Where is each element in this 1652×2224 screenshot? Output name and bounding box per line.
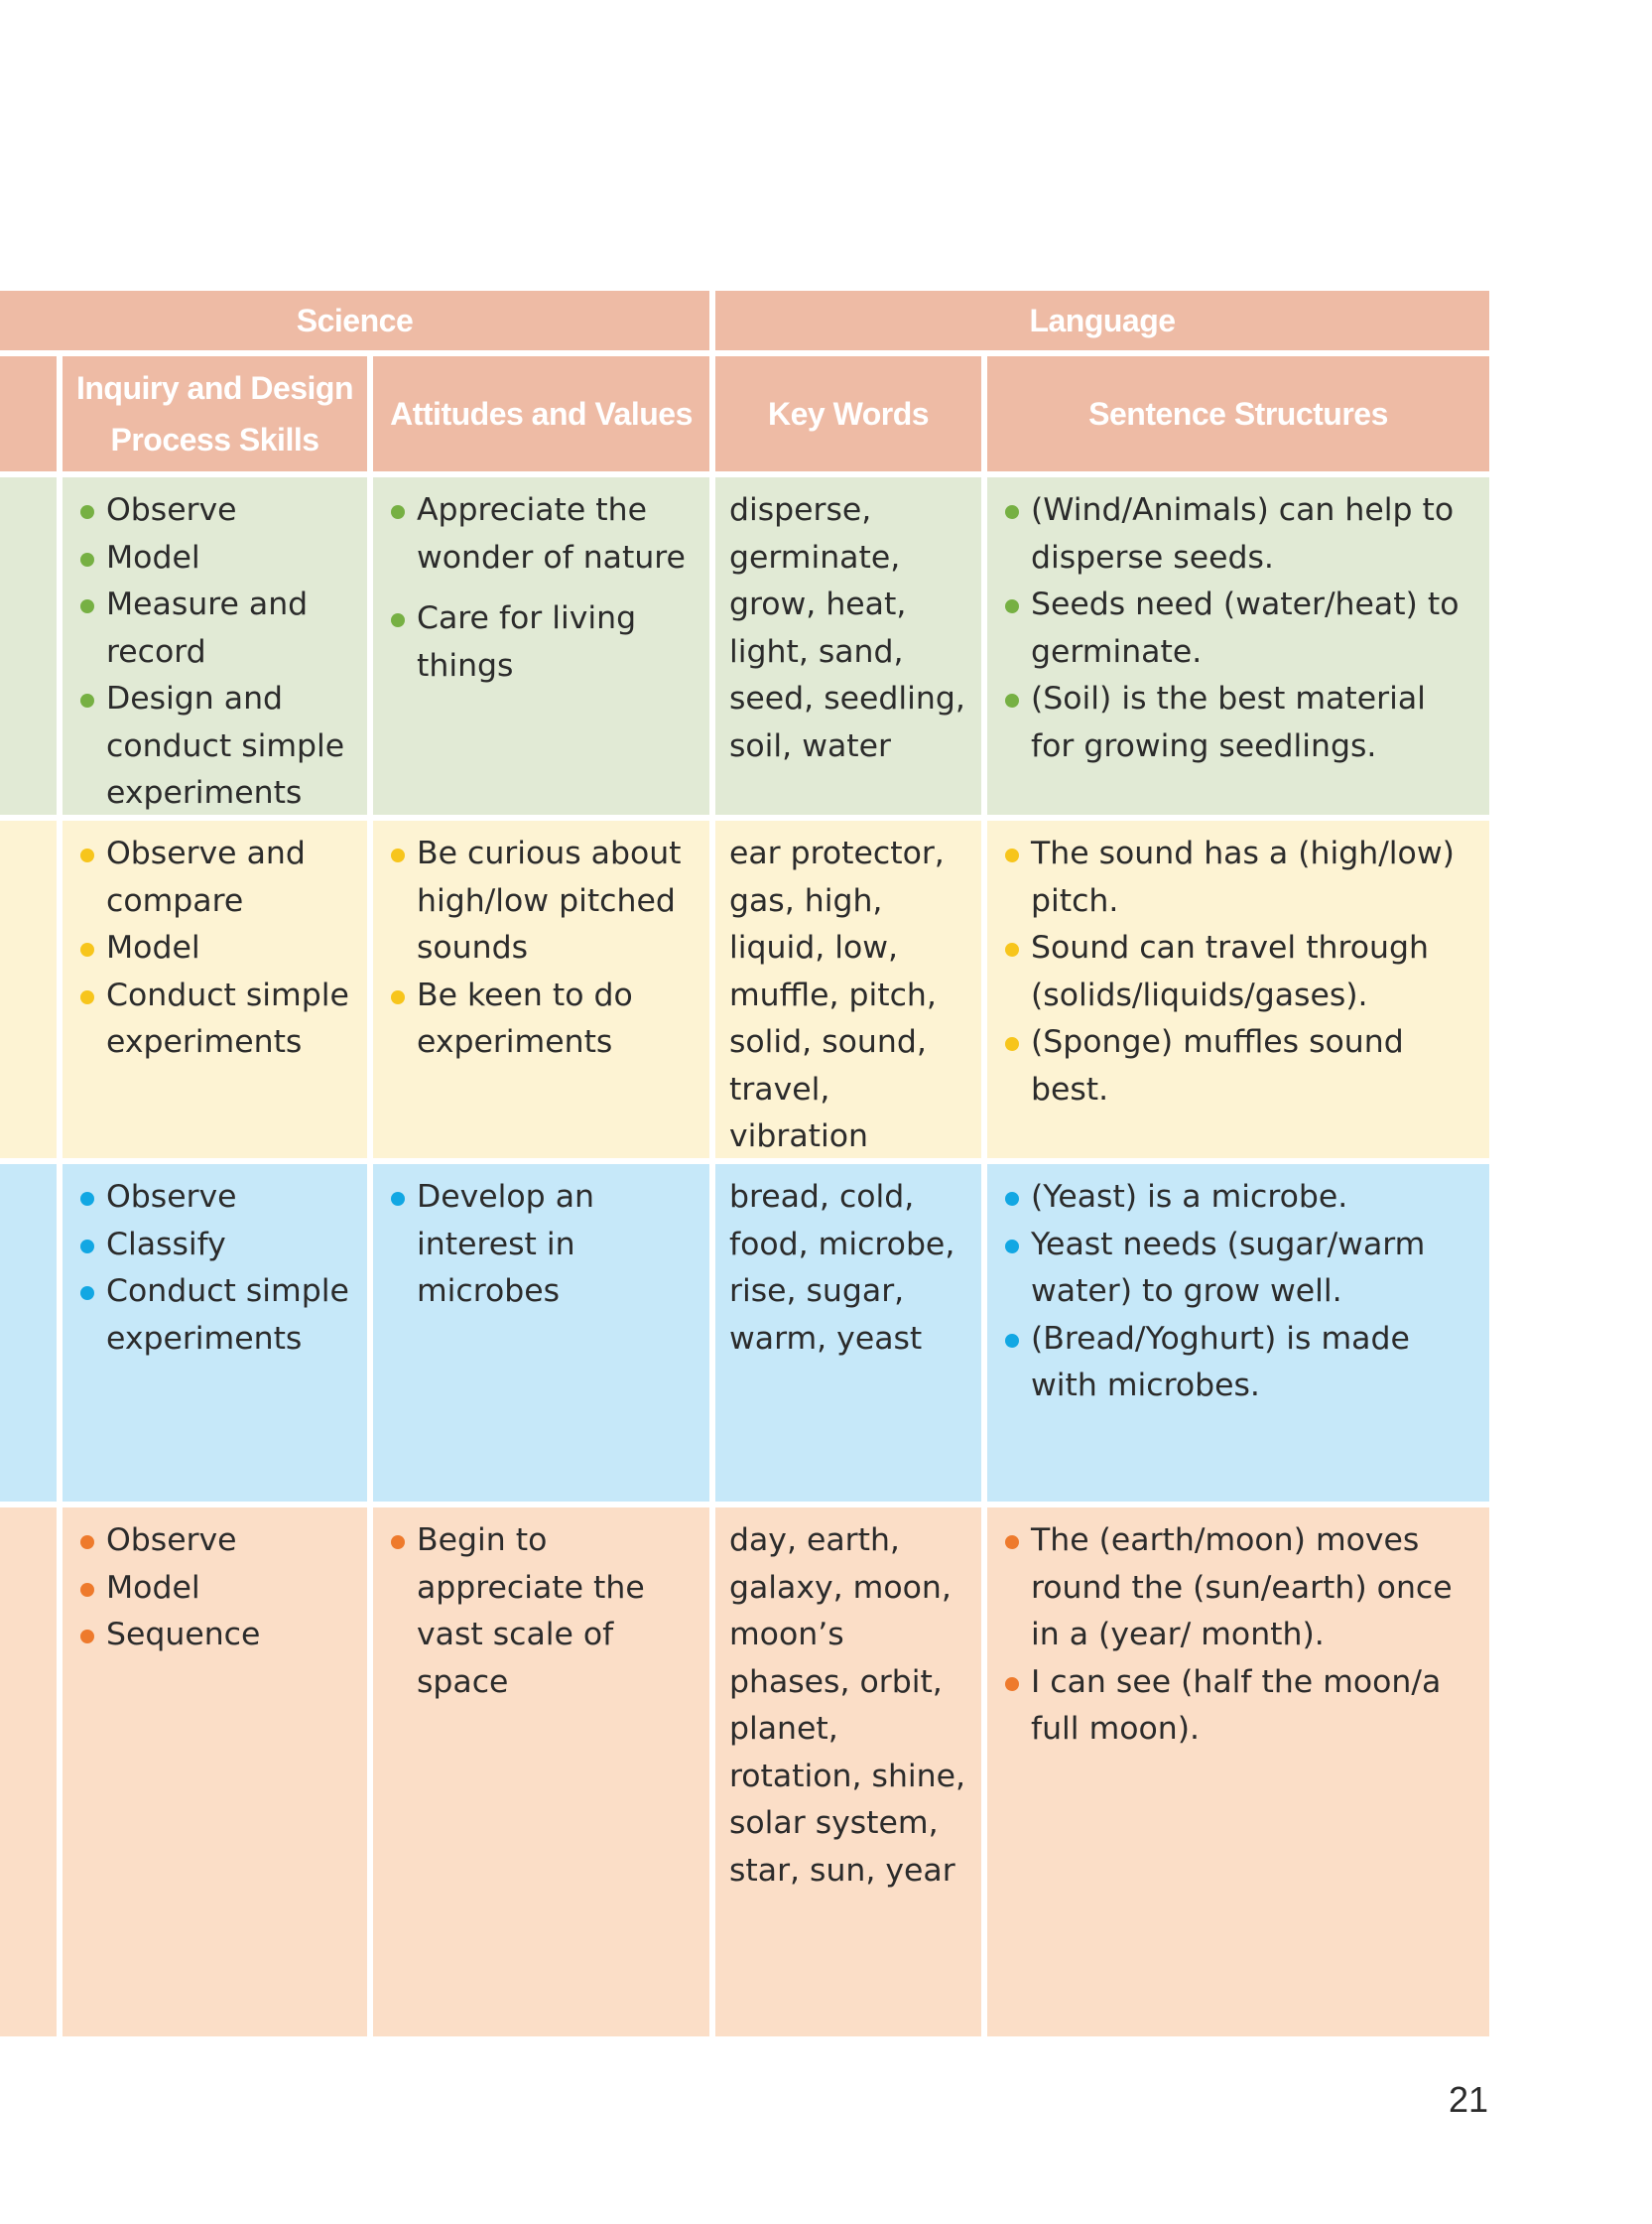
bullet-icon bbox=[80, 599, 94, 613]
list-item: I can see (half the moon/a full moon). bbox=[1001, 1659, 1477, 1754]
list-item: Begin to appreciate the vast scale of space bbox=[387, 1517, 698, 1706]
bullet-icon bbox=[1005, 849, 1019, 862]
bullet-icon bbox=[80, 943, 94, 957]
list-item: Measure and record bbox=[76, 582, 355, 676]
list-item: Develop an interest in microbes bbox=[387, 1174, 698, 1316]
list-item: The (earth/moon) moves round the (sun/earth) once in a (year/ month). bbox=[1001, 1517, 1477, 1659]
keywords-text: ear protector, gas, high, liquid, low, muffle, pitch, solid, sound, travel, vibration bbox=[729, 836, 945, 1154]
bullet-icon bbox=[80, 1192, 94, 1206]
row-stub bbox=[0, 477, 57, 815]
inquiry-cell bbox=[63, 821, 367, 1158]
list-item: Classify bbox=[76, 1222, 355, 1269]
bullet-icon bbox=[80, 694, 94, 708]
keywords-column-header: Key Words bbox=[715, 356, 981, 471]
keywords-text: disperse, germinate, grow, heat, light, sand, seed, seedling, soil, water bbox=[729, 492, 965, 764]
list-item: Yeast needs (sugar/warm water) to grow well. bbox=[1001, 1222, 1477, 1316]
list-item: Observe bbox=[76, 1174, 355, 1222]
bullet-icon bbox=[391, 1535, 405, 1549]
sentences-cell bbox=[987, 821, 1489, 1158]
bullet-icon bbox=[80, 505, 94, 519]
row-stub-header bbox=[0, 356, 57, 471]
language-group-header: Language bbox=[715, 291, 1489, 350]
bullet-icon bbox=[1005, 943, 1019, 957]
bullet-icon bbox=[1005, 1192, 1019, 1206]
list-item: Observe bbox=[76, 1517, 355, 1565]
list-item: Be curious about high/low pitched sounds bbox=[387, 831, 698, 973]
bullet-icon bbox=[1005, 1240, 1019, 1253]
bullet-icon bbox=[391, 505, 405, 519]
inquiry-cell bbox=[63, 477, 367, 815]
list-item: Observe and compare bbox=[76, 831, 355, 925]
keywords-cell bbox=[715, 1507, 981, 2036]
bullet-icon bbox=[80, 1240, 94, 1253]
attitudes-cell bbox=[373, 1164, 709, 1502]
attitudes-cell bbox=[373, 1507, 709, 2036]
list-item: Model bbox=[76, 925, 355, 973]
bullet-icon bbox=[391, 990, 405, 1004]
list-item: (Wind/Animals) can help to disperse seeds. bbox=[1001, 487, 1477, 582]
bullet-icon bbox=[1005, 1677, 1019, 1691]
bullet-icon bbox=[80, 553, 94, 567]
bullet-icon bbox=[1005, 599, 1019, 613]
attitudes-cell bbox=[373, 477, 709, 815]
keywords-text: bread, cold, food, microbe, rise, sugar, warm, yeast bbox=[729, 1179, 955, 1357]
bullet-icon bbox=[391, 613, 405, 627]
bullet-icon bbox=[80, 990, 94, 1004]
bullet-icon bbox=[1005, 1334, 1019, 1348]
science-group-header: Science bbox=[0, 291, 709, 350]
bullet-icon bbox=[80, 1286, 94, 1300]
keywords-text: day, earth, galaxy, moon, moon’s phases, orbit, planet, rotation, shine, solar system, star, sun, year bbox=[729, 1522, 966, 1889]
list-item: Observe bbox=[76, 487, 355, 535]
bullet-icon bbox=[1005, 1037, 1019, 1051]
bullet-icon bbox=[1005, 694, 1019, 708]
keywords-cell bbox=[715, 1164, 981, 1502]
list-item: (Yeast) is a microbe. bbox=[1001, 1174, 1477, 1222]
row-stub bbox=[0, 821, 57, 1158]
sentences-cell bbox=[987, 1507, 1489, 2036]
inquiry-cell bbox=[63, 1164, 367, 1502]
list-item: Model bbox=[76, 1565, 355, 1613]
list-item: Model bbox=[76, 535, 355, 583]
list-item: Sequence bbox=[76, 1612, 355, 1659]
list-item: Seeds need (water/heat) to germinate. bbox=[1001, 582, 1477, 676]
list-item: Conduct simple experiments bbox=[76, 1268, 355, 1363]
list-item: Be keen to do experiments bbox=[387, 973, 698, 1067]
bullet-icon bbox=[391, 849, 405, 862]
list-item: The sound has a (high/low) pitch. bbox=[1001, 831, 1477, 925]
inquiry-cell bbox=[63, 1507, 367, 2036]
bullet-icon bbox=[1005, 1535, 1019, 1549]
list-item: Appreciate the wonder of nature bbox=[387, 487, 698, 582]
list-item: (Soil) is the best material for growing seedlings. bbox=[1001, 676, 1477, 770]
attitudes-column-header: Attitudes and Values bbox=[373, 356, 709, 471]
keywords-cell bbox=[715, 477, 981, 815]
sentences-column-header: Sentence Structures bbox=[987, 356, 1489, 471]
bullet-icon bbox=[80, 1583, 94, 1597]
row-stub bbox=[0, 1507, 57, 2036]
attitudes-cell bbox=[373, 821, 709, 1158]
bullet-icon bbox=[80, 849, 94, 862]
sentences-cell bbox=[987, 477, 1489, 815]
keywords-cell bbox=[715, 821, 981, 1158]
list-item: Conduct simple experiments bbox=[76, 973, 355, 1067]
bullet-icon bbox=[80, 1535, 94, 1549]
list-item: Design and conduct simple experiments bbox=[76, 676, 355, 818]
list-item: (Bread/Yoghurt) is made with microbes. bbox=[1001, 1316, 1477, 1410]
bullet-icon bbox=[1005, 505, 1019, 519]
list-item: Sound can travel through (solids/liquids/gases). bbox=[1001, 925, 1477, 1019]
list-item: (Sponge) muffles sound best. bbox=[1001, 1019, 1477, 1113]
row-stub bbox=[0, 1164, 57, 1502]
list-item: Care for living things bbox=[387, 595, 698, 690]
bullet-icon bbox=[391, 1192, 405, 1206]
sentences-cell bbox=[987, 1164, 1489, 1502]
bullet-icon bbox=[80, 1630, 94, 1643]
inquiry-column-header: Inquiry and Design Process Skills bbox=[63, 356, 367, 471]
page-number: 21 bbox=[1448, 2079, 1488, 2120]
